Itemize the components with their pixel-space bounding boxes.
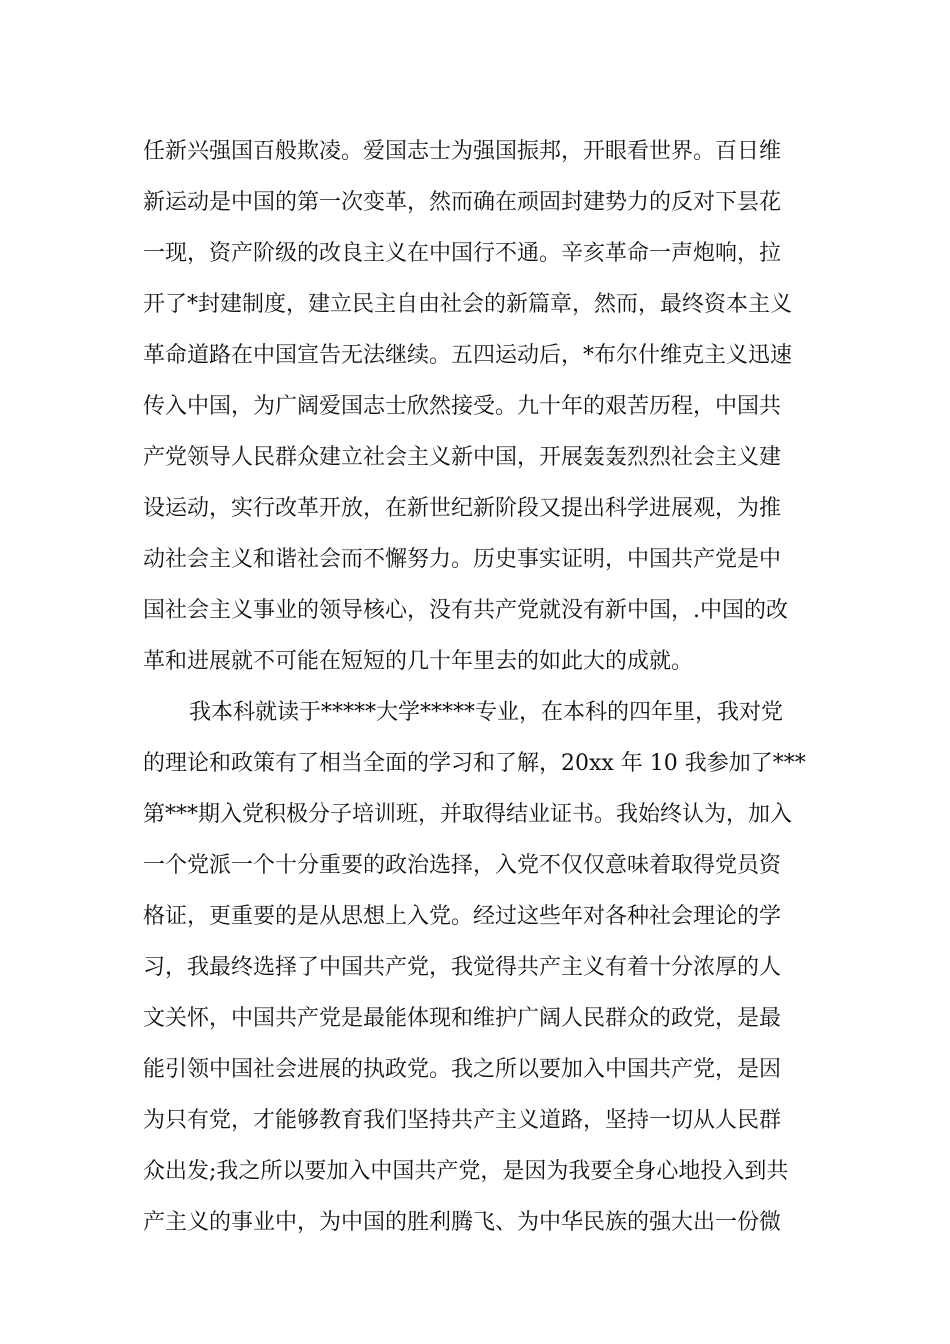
- text-line-1: 任新兴强国百般欺凌。爱国志士为强国振邦，开眼看世界。百日维: [143, 139, 782, 164]
- text-line-16: 格证，更重要的是从思想上入党。经过这些年对各种社会理论的学: [143, 904, 782, 929]
- text-line-8: 设运动，实行改革开放，在新世纪新阶段又提出科学进展观，为推: [143, 496, 782, 521]
- text-line-3: 一现，资产阶级的改良主义在中国行不通。辛亥革命一声炮响，拉: [143, 241, 782, 266]
- text-line-10: 国社会主义事业的领导核心，没有共产党就没有新中国，.中国的改: [143, 598, 788, 623]
- text-line-17: 习，我最终选择了中国共产党，我觉得共产主义有着十分浓厚的人: [143, 955, 782, 980]
- text-line-15: 一个党派一个十分重要的政治选择，入党不仅仅意味着取得党员资: [143, 853, 782, 878]
- text-line-9: 动社会主义和谐社会而不懈努力。历史事实证明，中国共产党是中: [143, 547, 782, 572]
- text-line-14: 第***期入党积极分子培训班，并取得结业证书。我始终认为，加入: [143, 802, 793, 827]
- paragraph-start-line: 我本科就读于*****大学*****专业，在本科的四年里，我对党: [189, 700, 784, 725]
- text-line-22: 产主义的事业中，为中国的胜利腾飞、为中华民族的强大出一份微: [143, 1210, 782, 1235]
- text-line-4: 开了*封建制度，建立民主自由社会的新篇章，然而，最终资本主义: [143, 292, 793, 317]
- text-line-21: 众出发;我之所以要加入中国共产党，是因为我要全身心地投入到共: [143, 1159, 789, 1184]
- text-line-20: 为只有党，才能够教育我们坚持共产主义道路，坚持一切从人民群: [143, 1108, 782, 1133]
- text-line-6: 传入中国，为广阔爱国志士欣然接受。九十年的艰苦历程，中国共: [143, 394, 782, 419]
- text-line-7: 产党领导人民群众建立社会主义新中国，开展轰轰烈烈社会主义建: [143, 445, 782, 470]
- text-line-19: 能引领中国社会进展的执政党。我之所以要加入中国共产党，是因: [143, 1057, 782, 1082]
- text-line-13: 的理论和政策有了相当全面的学习和了解，20xx 年 10 我参加了***: [143, 751, 806, 776]
- text-line-2: 新运动是中国的第一次变革，然而确在顽固封建势力的反对下昙花: [143, 190, 782, 215]
- text-line-5: 革命道路在中国宣告无法继续。五四运动后，*布尔什维克主义迅速: [143, 343, 793, 368]
- text-line-11: 革和进展就不可能在短短的几十年里去的如此大的成就。: [143, 649, 694, 674]
- text-line-18: 文关怀，中国共产党是最能体现和维护广阔人民群众的政党，是最: [143, 1006, 782, 1031]
